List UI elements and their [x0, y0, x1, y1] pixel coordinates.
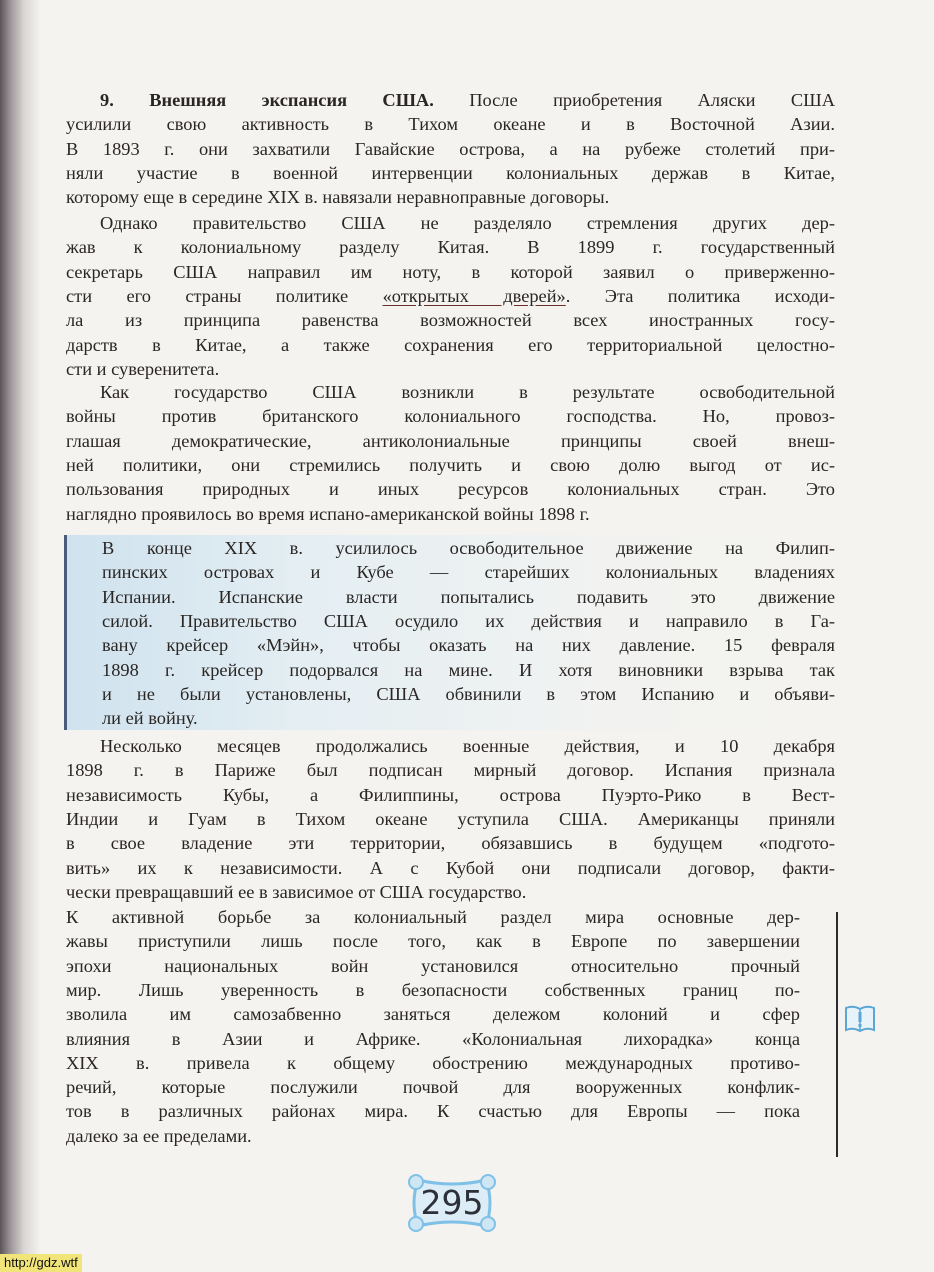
text-line: пользования природных и иных ресурсов колониальных стран. Это — [66, 479, 835, 500]
text-line: секретарь США направил им ноту, в которой заявил о приверженно- — [66, 261, 835, 282]
text-line: тов в различных районах мира. К счастью для Европы — пока — [66, 1101, 800, 1122]
text-line: которому еще в середине XIX в. навязали неравноправные договоры. — [66, 187, 610, 208]
text-segment: . Эта политика исходи- — [565, 285, 835, 306]
page-binding-edge — [0, 0, 40, 1272]
text-line — [66, 284, 835, 308]
text-line: пинских островах и Кубе — старейших колониальных владениях — [102, 562, 835, 583]
text-line: ла из принципа равенства возможностей всех иностранных госу- — [66, 310, 835, 331]
text-line: жавы приступили лишь после того, как в Европе по завершении — [66, 931, 800, 952]
text-line: Несколько месяцев продолжались военные действия, и 10 декабря — [100, 736, 835, 756]
text-line: ней политики, они стремились получить и свою долю выгод от ис- — [66, 454, 835, 475]
text-line: усилили свою активность в Тихом океане и в Восточной Азии. — [66, 114, 835, 135]
text-line: жав к колониальному разделу Китая. В 1899 г. государственный — [66, 237, 835, 258]
watermark-link[interactable]: http://gdz.wtf — [0, 1254, 82, 1272]
text-line: зволила им самозабвенно заняться дележом колоний и сфер — [66, 1004, 800, 1025]
text-line: наглядно проявилось во время испано-американской войны 1898 г. — [66, 503, 590, 524]
text-line: дарств в Китае, а также сохранения его территориальной целостно- — [66, 334, 835, 355]
underlined-term: «открытых дверей» — [382, 285, 566, 306]
text-line: вить» их к независимости. А с Кубой они подписали договор, факти- — [66, 857, 835, 878]
text-line: сти и суверенитета. — [66, 358, 220, 379]
text-line: эпохи национальных войн установился относительно прочный — [66, 955, 800, 976]
text-line: В 1893 г. они захватили Гавайские острова, а на рубеже столетий при- — [66, 138, 835, 159]
text-segment: После приобретения Аляски США — [433, 90, 835, 110]
text-line: Индии и Гуам в Тихом океане уступила США. Американцы приняли — [66, 808, 835, 829]
section-heading: 9. Внешняя экспансия США. — [100, 90, 434, 110]
text-line: ли ей войну. — [102, 708, 198, 729]
text-line: в свое владение эти территории, обязавшись в будущем «подгото- — [66, 833, 835, 854]
text-line: XIX в. привела к общему обострению международных противо- — [66, 1052, 800, 1073]
text-line: няли участие в военной интервенции колониальных держав в Китае, — [66, 162, 835, 183]
open-book-exclamation-icon — [843, 1004, 877, 1034]
text-line: силой. Правительство США осудило их действия и направило в Га- — [102, 610, 835, 631]
margin-rule — [836, 912, 838, 1157]
page-number — [404, 1172, 500, 1234]
text-line: вану крейсер «Мэйн», чтобы оказать на них давление. 15 февраля — [102, 635, 835, 656]
text-line: войны против британского колониального господства. Но, провоз- — [66, 406, 835, 427]
text-line: К активной борьбе за колониальный раздел мира основные дер- — [66, 907, 800, 927]
text-line: влияния в Азии и Африке. «Колониальная лихорадка» конца — [66, 1028, 800, 1049]
text-line: 1898 г. крейсер подорвался на мине. И хотя виновники взрыва так — [102, 659, 835, 680]
text-line — [100, 88, 835, 112]
text-line: мир. Лишь уверенность в безопасности собственных границ по- — [66, 979, 800, 1000]
text-segment: сти его страны политике — [66, 285, 383, 306]
text-line: 1898 г. в Париже был подписан мирный договор. Испания признала — [66, 760, 835, 781]
text-line: речий, которые послужили почвой для вооруженных конфлик- — [66, 1077, 800, 1098]
text-line: чески превращавший ее в зависимое от США государство. — [66, 881, 527, 902]
text-line: независимость Кубы, а Филиппины, острова Пуэрто-Рико в Вест- — [66, 784, 835, 805]
text-line: Испании. Испанские власти попытались подавить это движение — [102, 586, 835, 607]
text-line: В конце XIX в. усилилось освободительное движение на Филип- — [102, 538, 835, 558]
text-line: и не были установлены, США обвинили в этом Испанию и объяви- — [102, 683, 835, 704]
text-line: далеко за ее пределами. — [66, 1125, 252, 1146]
page-number-text: 295 — [420, 1183, 484, 1222]
text-line: глашая демократические, антиколониальные принципы своей внеш- — [66, 430, 835, 451]
text-line: Однако правительство США не разделяло стремления других дер- — [100, 213, 835, 233]
text-line: Как государство США возникли в результате освободительной — [100, 382, 835, 402]
